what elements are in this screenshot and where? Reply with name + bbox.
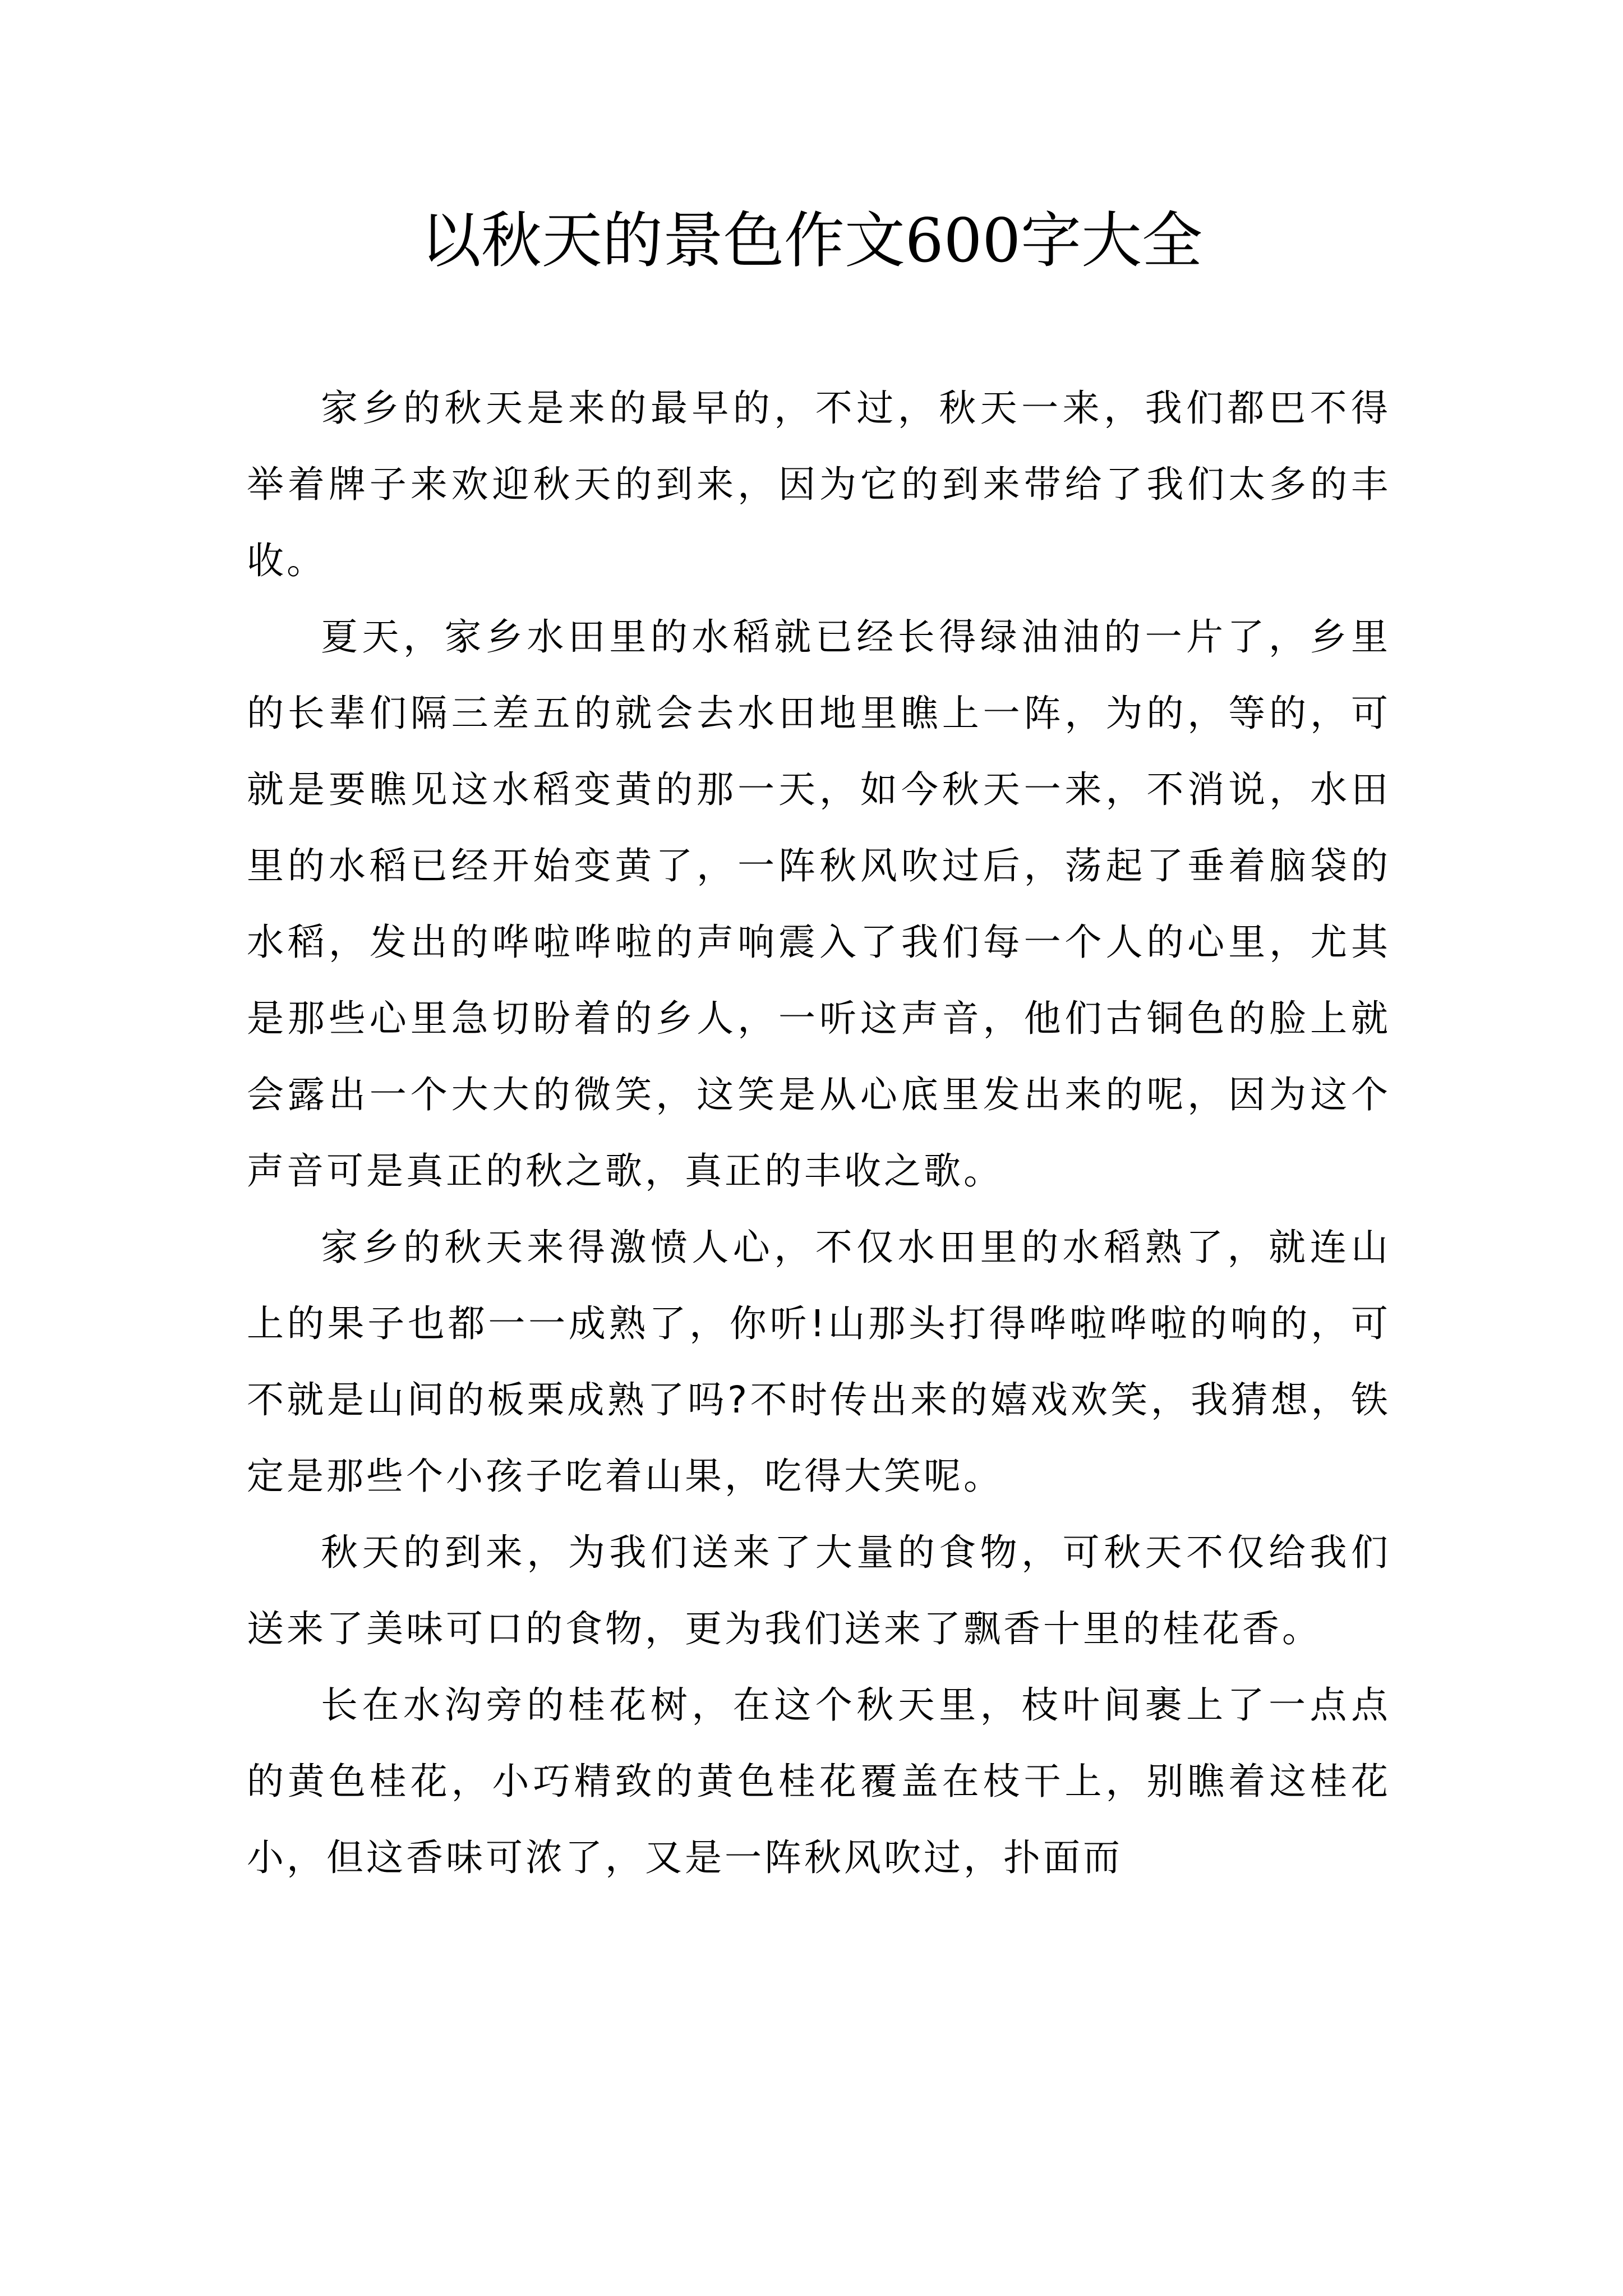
paragraph: 夏天，家乡水田里的水稻就已经长得绿油油的一片了，乡里的长辈们隔三差五的就会去水田地里瞧上一阵，为的，等的，可就是要瞧见这水稻变黄的那一天，如今秋天一来，不消说，水田里的水稻已经开始变黄了，一阵秋风吹过后，荡起了垂着脑袋的水稻，发出的哗啦哗啦的声响震入了我们每一个人的心里，尤其是那些心里急切盼着的乡人，一听这声音，他们古铜色的脸上就会露出一个大大的微笑，这笑是从心底里发出来的呢，因为这个声音可是真正的秋之歌，真正的丰收之歌。: [247, 615, 1391, 1193]
document-body: [247, 370, 1391, 1896]
paragraph: 秋天的到来，为我们送来了大量的食物，可秋天不仅给我们送来了美味可口的食物，更为我们送来了飘香十里的桂花香。: [247, 1531, 1391, 1650]
paragraph: 家乡的秋天来得激愤人心，不仅水田里的水稻熟了，就连山上的果子也都一一成熟了，你听!山那头打得哗啦哗啦的响的，可不就是山间的板栗成熟了吗?不时传出来的嬉戏欢笑，我猜想，铁定是那些个小孩子吃着山果，吃得大笑呢。: [247, 1226, 1391, 1498]
document-title: 以秋天的景色作文600字大全: [420, 206, 1203, 276]
paragraph: 长在水沟旁的桂花树，在这个秋天里，枝叶间裹上了一点点的黄色桂花，小巧精致的黄色桂花覆盖在枝干上，别瞧着这桂花小，但这香味可浓了，又是一阵秋风吹过，扑面而: [247, 1683, 1391, 1879]
paragraph: 家乡的秋天是来的最早的，不过，秋天一来，我们都巴不得举着牌子来欢迎秋天的到来，因为它的到来带给了我们太多的丰收。: [247, 386, 1391, 582]
